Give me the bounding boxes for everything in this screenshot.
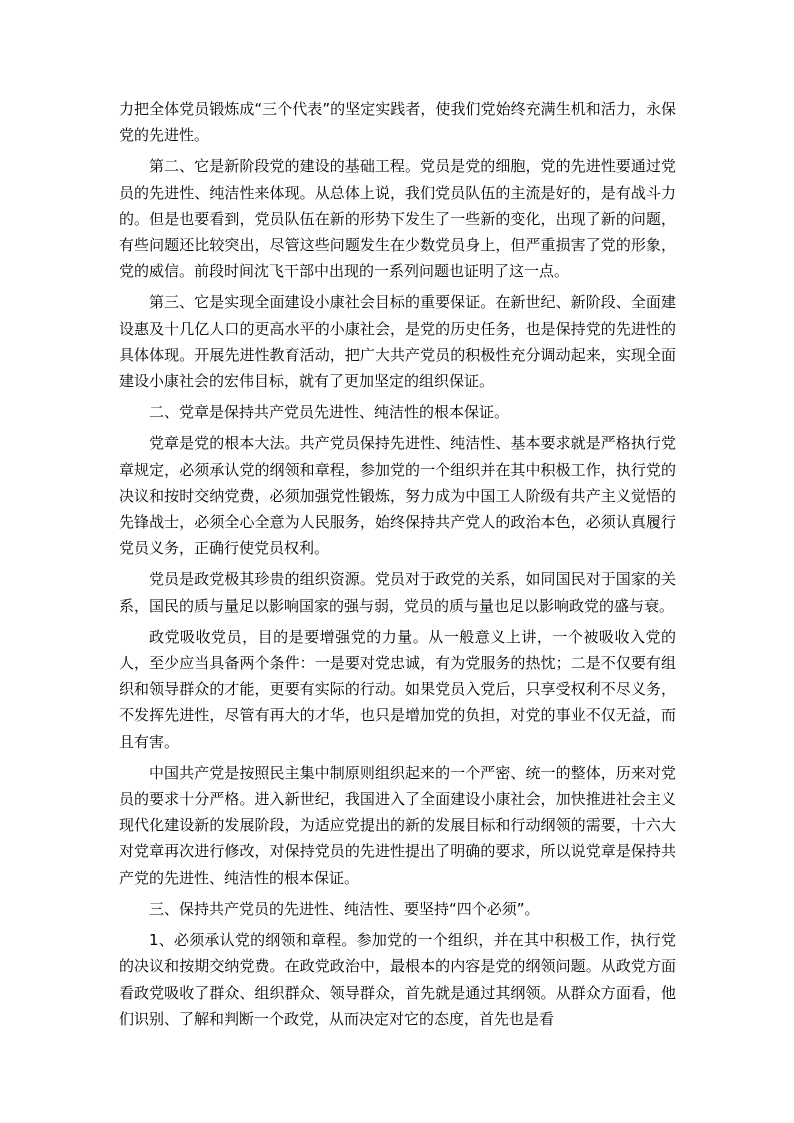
paragraph-member-resources: 党员是政党极其珍贵的组织资源。党员对于政党的关系，如同国民对于国家的关系，国民的质与量足以影响国家的强与弱，党员的质与量也足以影响政党的盛与衰。 [119,570,676,615]
paragraph-second-point: 第二、它是新阶段党的建设的基础工程。党员是党的细胞，党的先进性要通过党员的先进性、纯洁性来体现。从总体上说，我们党员队伍的主流是好的，是有战斗力的。但是也要看到，党员队伍在新的形势下发生了一些新的变化，出现了新的问题，有些问题还比较突出，尽管这些问题发生在少数党员身上，但严重损害了党的形象，党的威信。前段时间沈飞干部中出现的一系列问题也证明了这一点。 [119,157,676,281]
paragraph-recruit-members: 政党吸收党员，目的是要增强党的力量。从一般意义上讲，一个被吸收入党的人，至少应当具备两个条件：一是要对党忠诚，有为党服务的热忱；二是不仅要有组织和领导群众的才能，更要有实际的行动。如果党员入党后，只享受权利不尽义务，不发挥先进性，尽管有再大的才华，也只是增加党的负担，对党的事业不仅无益，而且有害。 [119,627,676,751]
section-heading-3: 三、保持共产党员的先进性、纯洁性、要坚持“四个必须”。 [149,899,540,918]
document-page [119,96,676,1037]
paragraph-continuation: 力把全体党员锻炼成“三个代表”的坚定实践者，使我们党始终充满生机和活力，永保党的先进性。 [119,100,676,145]
paragraph-item-1: 1、必须承认党的纲领和章程。参加党的一个组织，并在其中积极工作，执行党的决议和按期交纳党费。在政党政治中，最根本的内容是党的纲领问题。从政党方面看政党吸收了群众、组织群众、领导群众，首先就是通过其纲领。从群众方面看，他们识别、了解和判断一个政党，从而决定对它的态度，首先也是看 [119,931,676,1028]
paragraph-third-point: 第三、它是实现全面建设小康社会目标的重要保证。在新世纪、新阶段、全面建设惠及十几亿人口的更高水平的小康社会，是党的历史任务，也是保持党的先进性的具体体现。开展先进性教育活动，把广大共产党员的积极性充分调动起来，实现全面建设小康社会的宏伟目标，就有了更加坚定的组织保证。 [119,293,676,391]
section-heading-2: 二、党章是保持共产党员先进性、纯洁性的根本保证。 [149,403,510,422]
paragraph-cpc-organization: 中国共产党是按照民主集中制原则组织起来的一个严密、统一的整体，历来对党员的要求十分严格。进入新世纪，我国进入了全面建设小康社会，加快推进社会主义现代化建设新的发展阶段，为适应党提出的新的发展目标和行动纲领的需要，十六大对党章再次进行修改，对保持党员的先进性提出了明确的要求，所以说党章是保持共产党的先进性、纯洁性的根本保证。 [119,763,676,887]
paragraph-party-constitution: 党章是党的根本大法。共产党员保持先进性、纯洁性、基本要求就是严格执行党章规定，必须承认党的纲领和章程，参加党的一个组织并在其中积极工作，执行党的决议和按时交纳党费，必须加强党性锻炼，努力成为中国工人阶级有共产主义觉悟的先锋战士，必须全心全意为人民服务，始终保持共产党人的政治本色，必须认真履行党员义务，正确行使党员权利。 [119,434,676,558]
